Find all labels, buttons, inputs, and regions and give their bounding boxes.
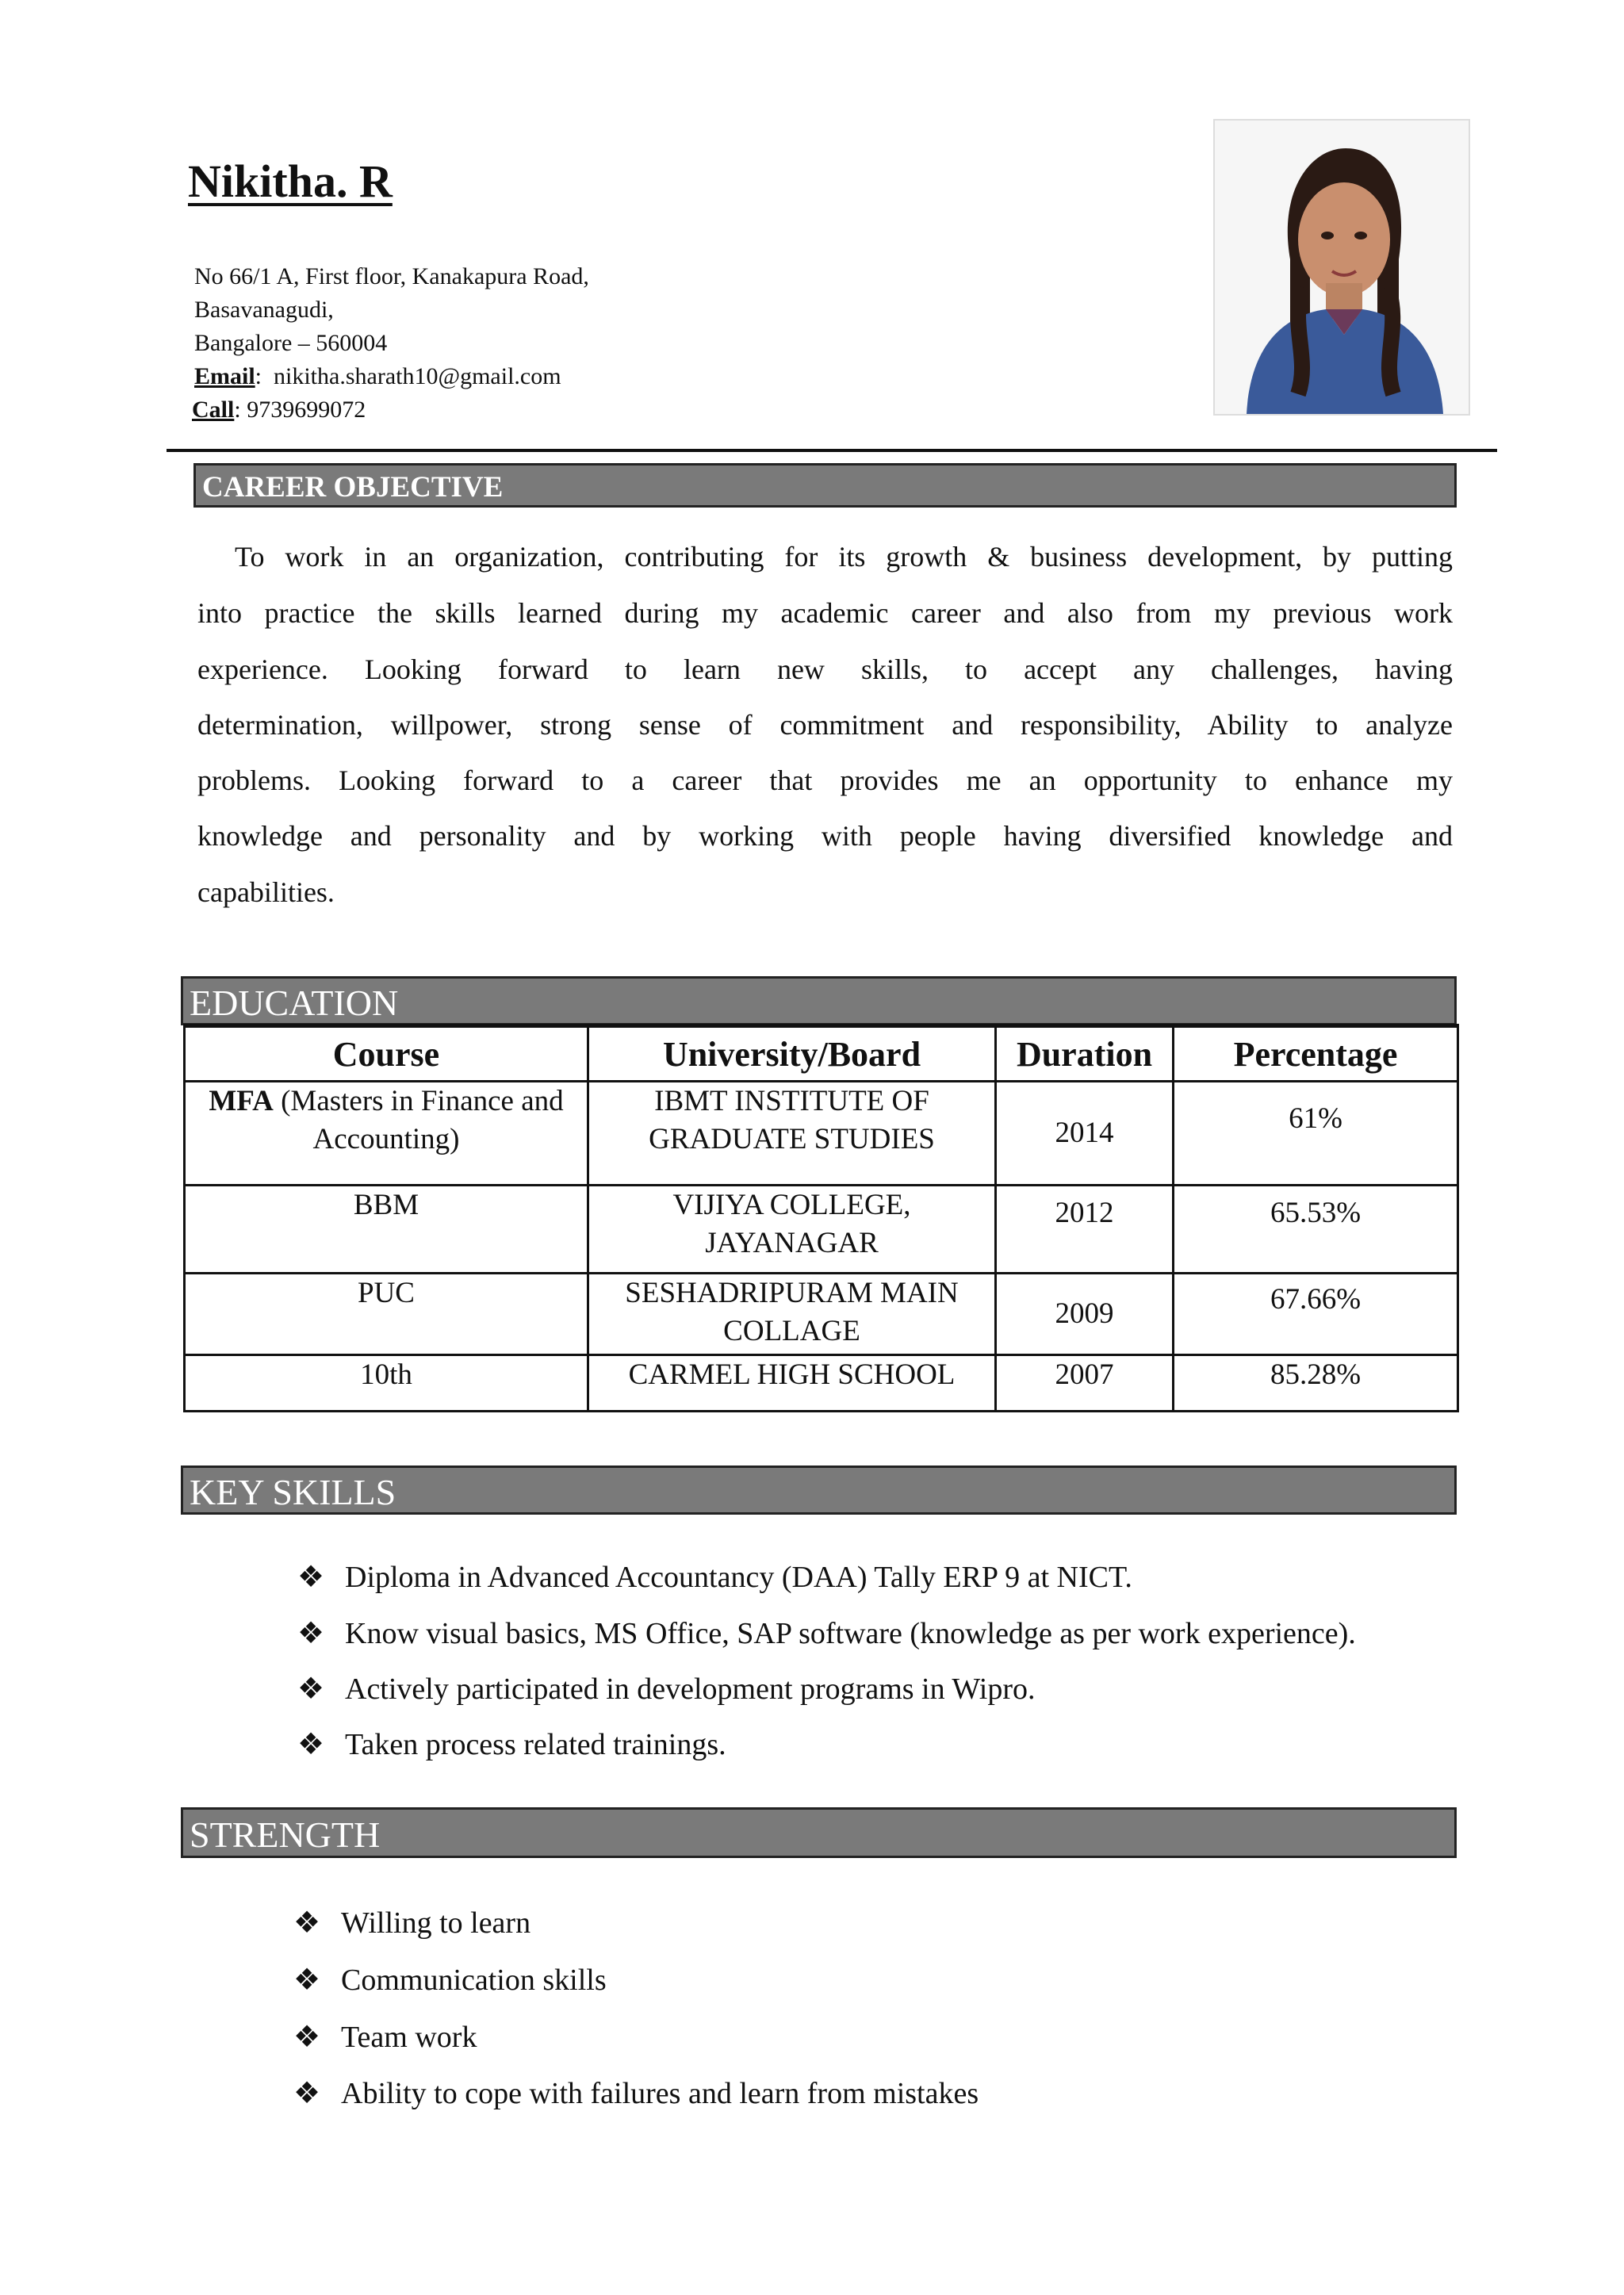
percentage-cell: 65.53% [1174,1186,1458,1274]
column-header-duration: Duration [996,1026,1174,1082]
objective-line-1: To work in an organization, contributing for its growth & business development, by putting [235,541,1453,573]
address-line-2: Basavanagudi, [194,297,334,323]
phone-line: Call: 9739699072 [192,397,366,423]
skill-text: Actively participated in development programs in Wipro. [345,1672,1036,1706]
section-bar-education [181,976,1457,1025]
strength-text: Communication skills [341,1964,607,1997]
bullet-icon: ❖ [297,1561,325,1594]
duration-cell: 2009 [996,1274,1174,1355]
bullet-icon: ❖ [297,1728,325,1761]
profile-photo-image [1215,121,1469,414]
education-table [183,1024,1459,1412]
section-heading-key-skills: KEY SKILLS [190,1472,396,1512]
skill-text: Diploma in Advanced Accountancy (DAA) Tally ERP 9 at NICT. [345,1561,1132,1594]
bullet-icon: ❖ [297,1672,325,1706]
duration-cell: 2012 [996,1186,1174,1274]
university-cell: CARMEL HIGH SCHOOL [588,1355,996,1412]
objective-line-4: determination, willpower, strong sense of commitment and responsibility, Ability to analyze [197,709,1453,741]
bullet-icon: ❖ [297,1617,325,1650]
objective-line-2: into practice the skills learned during my academic career and also from my previous work [197,597,1453,629]
strength-text: Team work [341,2021,477,2054]
table-row [185,1082,1458,1186]
course-name: (Masters in Finance and Accounting) [273,1085,564,1156]
bullet-icon: ❖ [293,1906,321,1940]
percentage-cell: 85.28% [1174,1355,1458,1412]
objective-line-7: capabilities. [197,876,335,908]
university-cell: VIJIYA COLLEGE, JAYANAGAR [588,1186,996,1274]
section-bar-strength [181,1807,1457,1858]
education-table-header [185,1026,1458,1082]
objective-line-5: problems. Looking forward to a career that provides me an opportunity to enhance my [197,764,1453,796]
duration-cell: 2014 [996,1082,1174,1186]
strength-text: Ability to cope with failures and learn from mistakes [341,2077,979,2110]
course-abbrev: MFA [209,1085,274,1117]
bullet-icon: ❖ [293,1964,321,1997]
table-row [185,1186,1458,1274]
percentage-cell: 67.66% [1174,1274,1458,1355]
phone-value[interactable]: 9739699072 [247,397,366,423]
column-header-university: University/Board [588,1026,996,1082]
profile-photo [1213,119,1470,416]
candidate-name: Nikitha. R [188,155,393,207]
section-bar-key-skills [181,1466,1457,1515]
section-heading-education: EDUCATION [190,983,399,1023]
address-line-3: Bangalore – 560004 [194,330,388,356]
skill-text: Taken process related trainings. [345,1728,726,1761]
email-label: Email [194,363,255,389]
university-cell: IBMT INSTITUTE OF GRADUATE STUDIES [588,1082,996,1186]
email-line: Email: nikitha.sharath10@gmail.com [194,363,561,389]
strength-text: Willing to learn [341,1906,531,1940]
course-cell: 10th [185,1355,588,1412]
address-line-1: No 66/1 A, First floor, Kanakapura Road, [194,263,589,289]
column-header-percentage: Percentage [1174,1026,1458,1082]
skill-text: Know visual basics, MS Office, SAP software (knowledge as per work experience). [345,1617,1356,1650]
course-cell: PUC [185,1274,588,1355]
column-header-course: Course [185,1026,588,1082]
section-bar-career-objective [193,463,1457,508]
table-row [185,1274,1458,1355]
objective-line-6: knowledge and personality and by working with people having diversified knowledge and [197,820,1453,852]
bullet-icon: ❖ [293,2021,321,2054]
objective-line-3: experience. Looking forward to learn new skills, to accept any challenges, having [197,653,1453,685]
email-value[interactable]: nikitha.sharath10@gmail.com [274,363,561,389]
percentage-cell: 61% [1174,1082,1458,1186]
course-cell [185,1082,588,1186]
header-divider [167,449,1497,452]
table-row [185,1355,1458,1412]
bullet-icon: ❖ [293,2077,321,2110]
section-heading-career-objective: CAREER OBJECTIVE [202,471,504,504]
duration-cell: 2007 [996,1355,1174,1412]
section-heading-strength: STRENGTH [190,1814,381,1855]
course-cell: BBM [185,1186,588,1274]
call-label: Call [192,397,235,423]
university-cell: SESHADRIPURAM MAIN COLLAGE [588,1274,996,1355]
